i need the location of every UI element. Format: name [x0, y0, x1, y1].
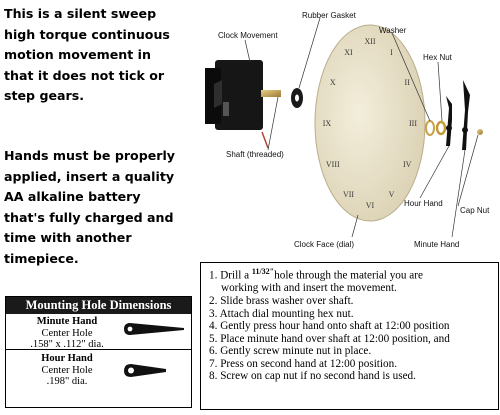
installation-steps — [200, 262, 499, 410]
instructions-paragraph: Hands must be properly applied, insert a quality AA alkaline battery that's fully charged and time with another timepiece. — [4, 148, 175, 266]
label-clock-movement: Clock Movement — [218, 31, 278, 40]
hand-hole-icons — [120, 315, 190, 415]
washer — [426, 121, 434, 135]
step-6: 6. Gently screw minute nut in place. — [209, 345, 372, 358]
step-2: 2. Slide brass washer over shaft. — [209, 294, 354, 307]
dial-numeral: IV — [402, 160, 412, 169]
minute-hand-spec — [8, 316, 126, 351]
label-washer: Washer — [379, 26, 407, 35]
hour-hand-spec — [8, 353, 126, 388]
step-5: 5. Place minute hand over shaft at 12:00 position, and — [209, 332, 450, 345]
minute-hand-line2: .158" x .112" dia. — [30, 339, 104, 350]
dial-numeral: III — [409, 119, 417, 128]
mounting-table-title: Mounting Hole Dimensions — [6, 297, 191, 314]
hour-hand-hole-icon — [124, 364, 166, 377]
dial-numeral: VI — [365, 201, 375, 210]
hour-hand-line1: Center Hole — [41, 364, 93, 376]
label-hour-hand: Hour Hand — [404, 199, 443, 208]
hour-hand-heading: Hour Hand — [41, 353, 93, 364]
dial-numeral: VII — [342, 190, 355, 199]
dial-numeral: XI — [344, 48, 353, 57]
label-shaft: Shaft (threaded) — [226, 150, 284, 159]
dial-numeral: XII — [364, 37, 376, 46]
mounting-hole-table — [5, 296, 192, 408]
dial-numeral: X — [329, 78, 336, 87]
step-3: 3. Attach dial mounting hex nut. — [209, 307, 354, 320]
step-4: 4. Gently press hour hand onto shaft at 12:00 position — [209, 320, 450, 333]
minute-hand-hole-icon — [124, 323, 184, 335]
dial-numeral: I — [390, 48, 393, 57]
dial-numeral: IX — [322, 119, 332, 128]
step-1-continued: working with and insert the movement. — [221, 282, 397, 295]
clock-movement — [205, 60, 268, 148]
hour-hand — [446, 96, 452, 146]
label-hex-nut: Hex Nut — [423, 53, 452, 62]
drill-size-fraction: 11/32" — [251, 267, 275, 276]
minute-hand-heading: Minute Hand — [36, 316, 98, 327]
dial-numeral: VIII — [325, 160, 340, 169]
label-minute-hand: Minute Hand — [414, 240, 460, 249]
dial-numeral: II — [404, 78, 410, 87]
step-8: 8. Screw on cap nut if no second hand is used. — [209, 370, 416, 383]
hour-hand-line2: .198" dia. — [46, 376, 88, 387]
intro-paragraph: This is a silent sweep high torque continuous motion movement in that it does not tick or step gears. — [4, 6, 170, 103]
minute-hand-line1: Center Hole — [41, 327, 93, 339]
threaded-shaft — [261, 90, 281, 97]
minute-hand — [462, 80, 470, 150]
step-1: 1. Drill a $^{11/32"}$hole through the material you are — [209, 267, 423, 282]
label-rubber-gasket: Rubber Gasket — [302, 11, 356, 20]
hex-nut — [437, 122, 445, 134]
dial-numeral: V — [388, 190, 395, 199]
rubber-gasket — [291, 88, 303, 108]
cap-nut — [477, 129, 483, 135]
label-cap-nut: Cap Nut — [460, 206, 490, 215]
label-clock-face: Clock Face (dial) — [294, 240, 355, 249]
step-7: 7. Press on second hand at 12:00 position. — [209, 357, 397, 370]
